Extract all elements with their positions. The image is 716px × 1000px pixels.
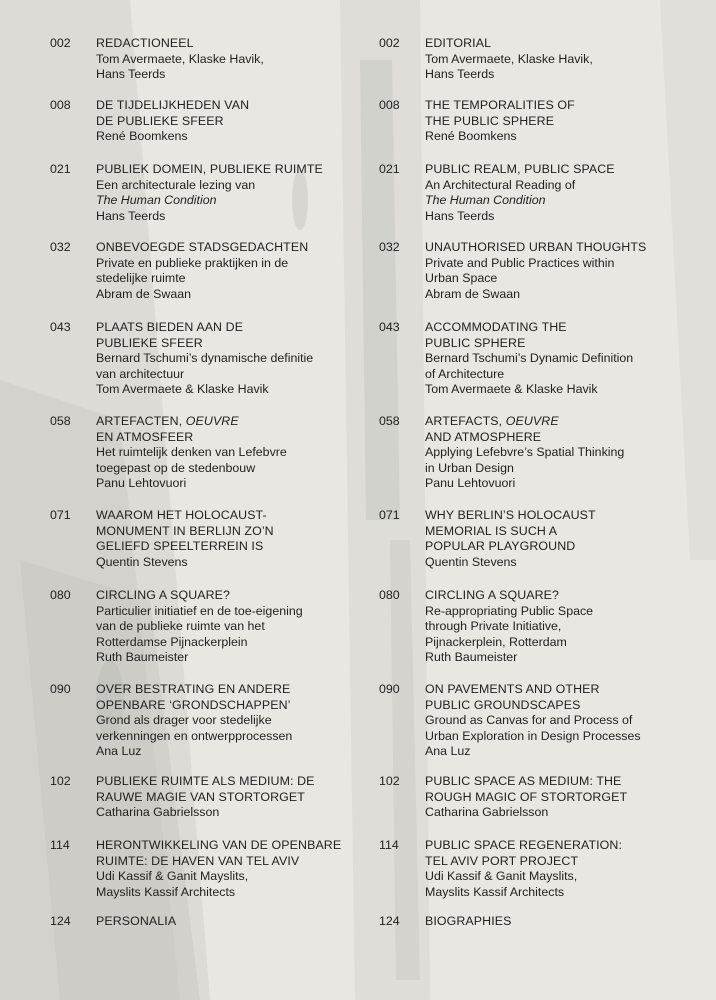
entry-text	[96, 162, 346, 224]
entry-subtitle-line: An Architectural Reading of	[425, 177, 576, 192]
entry-author-line: Tom Avermaete & Klaske Havik	[96, 382, 269, 397]
entry-title-line: TEL AVIV PORT PROJECT	[425, 853, 579, 868]
entry-subtitle-line: in Urban Design	[425, 460, 514, 475]
entry-subtitle-line: Rotterdamse Pijnackerplein	[96, 634, 248, 649]
entry-text	[425, 508, 710, 570]
entry-subtitle-line: The Human Condition	[96, 193, 217, 208]
entry-text	[425, 98, 710, 145]
entry-author-line: Ana Luz	[425, 744, 471, 759]
entry-subtitle-line: Private en publieke praktijken in de	[96, 255, 289, 270]
entry-text	[96, 320, 346, 398]
entry-title-line: PERSONALIA	[96, 914, 177, 928]
page-number: 002	[50, 36, 71, 50]
page-number: 043	[50, 320, 71, 334]
entry-text	[96, 508, 346, 570]
page-number: 090	[379, 682, 400, 696]
entry-author-line: Abram de Swaan	[425, 286, 521, 301]
page-number: 058	[50, 414, 71, 428]
entry-author-line: Ana Luz	[96, 744, 142, 759]
entry-author-line: Tom Avermaete, Klaske Havik,	[96, 51, 264, 66]
entry-title-line: PUBLIC GROUNDSCAPES	[425, 697, 581, 712]
entry-subtitle-line: Ground as Canvas for and Process of	[425, 713, 633, 728]
entry-text	[96, 240, 346, 302]
entry-title-line: MEMORIAL IS SUCH A	[425, 523, 558, 538]
entry-author-line: Catharina Gabrielsson	[425, 805, 549, 820]
entry-subtitle-line: Re-appropriating Public Space	[425, 603, 594, 618]
entry-author-line: Tom Avermaete, Klaske Havik,	[425, 51, 593, 66]
entry-title-line: PUBLIC REALM, PUBLIC SPACE	[425, 162, 615, 176]
entry-text	[96, 98, 346, 145]
entry-title-line: PUBLIC SPACE REGENERATION:	[425, 838, 622, 852]
page-number: 071	[379, 508, 400, 522]
entry-author-line: Mayslits Kassif Architects	[425, 884, 565, 899]
entry-title-line: MONUMENT IN BERLIJN ZO’N	[96, 523, 274, 538]
entry-title-line: ROUGH MAGIC OF STORTORGET	[425, 789, 628, 804]
entry-author-line: Quentin Stevens	[425, 554, 517, 569]
entry-author-line: Mayslits Kassif Architects	[96, 884, 236, 899]
entry-title-line: HERONTWIKKELING VAN DE OPENBARE	[96, 838, 342, 852]
entry-author-line: Hans Teerds	[425, 67, 495, 82]
entry-author-line: Quentin Stevens	[96, 554, 188, 569]
entry-subtitle-line: of Architecture	[425, 366, 505, 381]
entry-subtitle-line: Het ruimtelijk denken van Lefebvre	[96, 445, 287, 460]
entry-subtitle-line: toegepast op de stedenbouw	[96, 460, 256, 475]
entry-subtitle-line: Urban Exploration in Design Processes	[425, 728, 641, 743]
entry-subtitle-line: van architectuur	[96, 366, 185, 381]
entry-title-line: CIRCLING A SQUARE?	[96, 588, 231, 602]
entry-title-line: PUBLIC SPACE AS MEDIUM: THE	[425, 774, 622, 788]
entry-subtitle-line: Pijnackerplein, Rotterdam	[425, 634, 567, 649]
entry-title-line: POPULAR PLAYGROUND	[425, 539, 576, 554]
entry-title-line: BIOGRAPHIES	[425, 914, 512, 928]
entry-title-line: DE TIJDELIJKHEDEN VAN	[96, 98, 250, 112]
entry-author-line: Udi Kassif & Ganit Mayslits,	[425, 869, 578, 884]
entry-title-line: PUBLIEKE SFEER	[96, 335, 203, 350]
entry-text	[96, 682, 346, 760]
entry-title-line: ACCOMMODATING THE	[425, 320, 567, 334]
entry-title-line: OPENBARE ‘GRONDSCHAPPEN’	[96, 697, 291, 712]
entry-text	[96, 838, 346, 900]
entry-title-line: EN ATMOSFEER	[96, 429, 194, 444]
entry-title-line: ARTEFACTS, OEUVRE	[425, 414, 559, 428]
page-number: 021	[379, 162, 400, 176]
entry-subtitle-line: Applying Lefebvre’s Spatial Thinking	[425, 445, 625, 460]
page-number: 114	[50, 838, 70, 852]
page-number: 043	[379, 320, 400, 334]
entry-author-line: Abram de Swaan	[96, 286, 192, 301]
entry-title-line: THE PUBLIC SPHERE	[425, 113, 555, 128]
entry-title-line: AND ATMOSPHERE	[425, 429, 542, 444]
entry-subtitle-line: Private and Public Practices within	[425, 255, 615, 270]
entry-text	[425, 320, 710, 398]
entry-author-line: Udi Kassif & Ganit Mayslits,	[96, 869, 249, 884]
entry-title-line: PLAATS BIEDEN AAN DE	[96, 320, 244, 334]
entry-author-line: Hans Teerds	[96, 67, 166, 82]
entry-title-line: CIRCLING A SQUARE?	[425, 588, 560, 602]
entry-author-line: René Boomkens	[96, 129, 188, 144]
page-number: 008	[50, 98, 71, 112]
entry-author-line: Ruth Baumeister	[96, 650, 189, 665]
page-number: 032	[50, 240, 71, 254]
entry-title-line: EDITORIAL	[425, 36, 492, 50]
page-number: 021	[50, 162, 71, 176]
page-number: 080	[379, 588, 400, 602]
entry-text	[96, 774, 346, 821]
entry-title-line: PUBLIEK DOMEIN, PUBLIEKE RUIMTE	[96, 162, 323, 176]
entry-subtitle-line: van de publieke ruimte van het	[96, 619, 265, 634]
entry-text	[425, 588, 710, 666]
entry-title-line: RUIMTE: DE HAVEN VAN TEL AVIV	[96, 853, 300, 868]
entry-subtitle-line: stedelijke ruimte	[96, 271, 186, 286]
page-number: 102	[379, 774, 400, 788]
entry-title-line: ARTEFACTEN, OEUVRE	[96, 414, 239, 428]
entry-subtitle-line: Een architecturale lezing van	[96, 177, 256, 192]
entry-title-line: ON PAVEMENTS AND OTHER	[425, 682, 600, 696]
page-number: 032	[379, 240, 400, 254]
entry-author-line: Panu Lehtovuori	[425, 476, 516, 491]
entry-title-line: THE TEMPORALITIES OF	[425, 98, 575, 112]
entry-subtitle-line: Bernard Tschumi’s dynamische definitie	[96, 351, 314, 366]
entry-subtitle-line: Urban Space	[425, 271, 498, 286]
entry-text	[425, 914, 710, 930]
page-number: 008	[379, 98, 400, 112]
page-number: 002	[379, 36, 400, 50]
entry-subtitle-line: through Private Initiative,	[425, 619, 562, 634]
entry-subtitle-line: The Human Condition	[425, 193, 546, 208]
entry-title-line: GELIEFD SPEELTERREIN IS	[96, 539, 264, 554]
page-number: 124	[379, 914, 400, 928]
entry-text	[96, 414, 346, 492]
entry-subtitle-line: verkenningen en ontwerpprocessen	[96, 728, 293, 743]
page-number: 058	[379, 414, 400, 428]
entry-text	[425, 774, 710, 821]
entry-author-line: Catharina Gabrielsson	[96, 805, 220, 820]
entry-author-line: Hans Teerds	[96, 208, 166, 223]
entry-title-line: UNAUTHORISED URBAN THOUGHTS	[425, 240, 647, 254]
entry-title-line: REDACTIONEEL	[96, 36, 194, 50]
entry-title-line: DE PUBLIEKE SFEER	[96, 113, 224, 128]
entry-title-line: PUBLIEKE RUIMTE ALS MEDIUM: DE	[96, 774, 315, 788]
page-number: 102	[50, 774, 71, 788]
entry-author-line: Tom Avermaete & Klaske Havik	[425, 382, 598, 397]
page-number: 080	[50, 588, 71, 602]
entry-text	[425, 162, 710, 224]
entry-text	[425, 414, 710, 492]
entry-title-line: WAAROM HET HOLOCAUST-	[96, 508, 267, 522]
entry-subtitle-line: Bernard Tschumi’s Dynamic Definition	[425, 351, 634, 366]
page-number: 071	[50, 508, 71, 522]
entry-author-line: Panu Lehtovuori	[96, 476, 187, 491]
page-number: 114	[379, 838, 399, 852]
entry-title-line: OVER BESTRATING EN ANDERE	[96, 682, 291, 696]
entry-subtitle-line: Particulier initiatief en de toe-eigening	[96, 603, 303, 618]
entry-title-line: RAUWE MAGIE VAN STORTORGET	[96, 789, 305, 804]
entry-author-line: Hans Teerds	[425, 208, 495, 223]
page-number: 090	[50, 682, 71, 696]
entry-text	[425, 838, 710, 900]
entry-text	[96, 588, 346, 666]
page-number: 124	[50, 914, 71, 928]
entry-author-line: René Boomkens	[425, 129, 517, 144]
entry-text	[96, 914, 346, 930]
entry-title-line: ONBEVOEGDE STADSGEDACHTEN	[96, 240, 309, 254]
entry-text	[425, 240, 710, 302]
entry-author-line: Ruth Baumeister	[425, 650, 518, 665]
entry-subtitle-line: Grond als drager voor stedelijke	[96, 713, 272, 728]
entry-text	[96, 36, 346, 83]
entry-title-line: PUBLIC SPHERE	[425, 335, 526, 350]
entry-title-line: WHY BERLIN’S HOLOCAUST	[425, 508, 596, 522]
entry-text	[425, 36, 710, 83]
entry-text	[425, 682, 710, 760]
